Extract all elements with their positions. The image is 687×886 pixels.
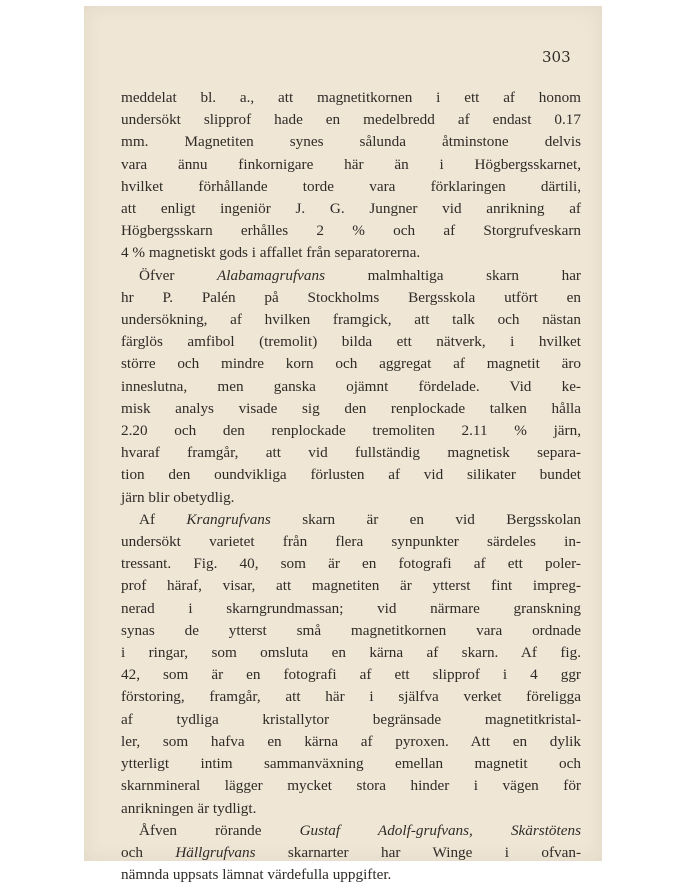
text-run: ler, som hafva en kärna af pyroxen. Att en dylik (121, 732, 581, 750)
text-run: förstoring, framgår, att här i själfva verket föreligga (121, 688, 581, 706)
italic-name: Krangrufvans (186, 510, 271, 528)
body-text (121, 87, 581, 886)
text-line (121, 442, 581, 464)
text-run: hvaraf framgår, att vid fullständig magnetisk separa- (121, 444, 581, 462)
text-run: Öfver (139, 266, 218, 284)
text-line (121, 464, 581, 486)
text-line (121, 331, 581, 353)
text-line (121, 376, 581, 398)
text-line (121, 87, 581, 109)
text-run: 4 % magnetiskt gods i affallet från separatorerna. (121, 244, 421, 262)
text-run: vara ännu finkornigare här än i Högbergsskarnet, (121, 155, 581, 173)
text-run: hr P. Palén på Stockholms Bergsskola utfört en (121, 288, 581, 306)
text-run: skarnarter har Winge i ofvan- (255, 843, 582, 861)
text-line (121, 242, 581, 264)
text-run: 42, som är en fotografi af ett slipprof i 4 ggr (121, 666, 581, 684)
text-line (121, 575, 581, 597)
text-run: 2.20 och den renplockade tremoliten 2.11 % järn, (121, 422, 581, 440)
text-line (121, 775, 581, 797)
text-run: undersökt varietet från flera synpunkter särdeles in- (121, 533, 581, 551)
text-run: af tydliga kristallytor begränsade magnetitkristal- (121, 710, 581, 728)
text-line (121, 820, 581, 842)
text-run: färglös amfibol (tremolit) bilda ett nätverk, i hvilket (121, 333, 581, 351)
text-line (121, 731, 581, 753)
text-run: ytterligt intim sammanväxning emellan magnetit och (121, 755, 581, 773)
text-run: Af (139, 510, 187, 528)
text-run: prof häraf, visar, att magnetiten är ytterst fint impreg- (121, 577, 581, 595)
text-run: och (121, 843, 176, 861)
text-run: undersökt slipprof hade en medelbredd af endast 0.17 (121, 111, 581, 129)
text-line (121, 642, 581, 664)
text-run: Högbergsskarn erhålles 2 % och af Storgrufveskarn (121, 222, 581, 240)
text-run: Åfven rörande (139, 821, 300, 839)
text-line (121, 154, 581, 176)
text-line (121, 531, 581, 553)
text-run: malmhaltiga skarn har (325, 266, 581, 284)
text-line (121, 220, 581, 242)
text-line (121, 598, 581, 620)
text-line (121, 420, 581, 442)
text-line (121, 798, 581, 820)
text-run: anrikningen är tydligt. (121, 799, 257, 817)
text-run: mm. Magnetiten synes sålunda åtminstone delvis (121, 133, 581, 151)
text-run: synas de ytterst små magnetitkornen vara ordnade (121, 621, 581, 639)
text-run: tressant. Fig. 40, som är en fotografi af ett poler- (121, 555, 581, 573)
text-run: inneslutna, men ganska ojämnt fördelade. Vid ke- (121, 377, 581, 395)
text-line (121, 287, 581, 309)
text-run: skarnmineral lägger mycket stora hinder i vägen för (121, 777, 581, 795)
text-line (121, 131, 581, 153)
text-run: större och mindre korn och aggregat af magnetit äro (121, 355, 581, 373)
text-line (121, 398, 581, 420)
text-line (121, 620, 581, 642)
text-line (121, 842, 581, 864)
text-run: meddelat bl. a., att magnetitkornen i ett af honom (121, 89, 581, 106)
text-line (121, 309, 581, 331)
text-run: nerad i skarngrundmassan; vid närmare granskning (121, 599, 581, 617)
text-line (121, 864, 581, 886)
page-number: 303 (542, 48, 571, 66)
text-run: undersökning, af hvilken framgick, att talk och nästan (121, 311, 581, 329)
text-run: misk analys visade sig den renplockade talken hålla (121, 399, 581, 417)
text-line (121, 353, 581, 375)
text-run: nämnda uppsats lämnat värdefulla uppgifter. (121, 866, 392, 884)
text-run: i ringar, som omsluta en kärna af skarn. Af fig. (121, 644, 581, 662)
italic-name: Alabamagrufvans (217, 266, 326, 284)
text-line (121, 509, 581, 531)
text-line (121, 753, 581, 775)
book-page (84, 6, 602, 884)
italic-name: Hällgrufvans (175, 843, 256, 861)
text-run: järn blir obetydlig. (121, 488, 235, 506)
text-line (121, 198, 581, 220)
text-line (121, 176, 581, 198)
text-line (121, 265, 581, 287)
text-line (121, 686, 581, 708)
text-line (121, 487, 581, 509)
text-run: hvilket förhållande torde vara förklaringen därtili, (121, 177, 581, 195)
text-run: tion den oundvikliga förlusten af vid silikater bundet (121, 466, 581, 484)
text-run: att enligt ingeniör J. G. Jungner vid anrikning af (121, 200, 581, 218)
text-line (121, 664, 581, 686)
text-line (121, 553, 581, 575)
text-line (121, 109, 581, 131)
text-line (121, 709, 581, 731)
text-run: skarn är en vid Bergsskolan (270, 510, 581, 528)
italic-name: Gustaf Adolf-grufvans, Skärstötens (299, 821, 581, 839)
